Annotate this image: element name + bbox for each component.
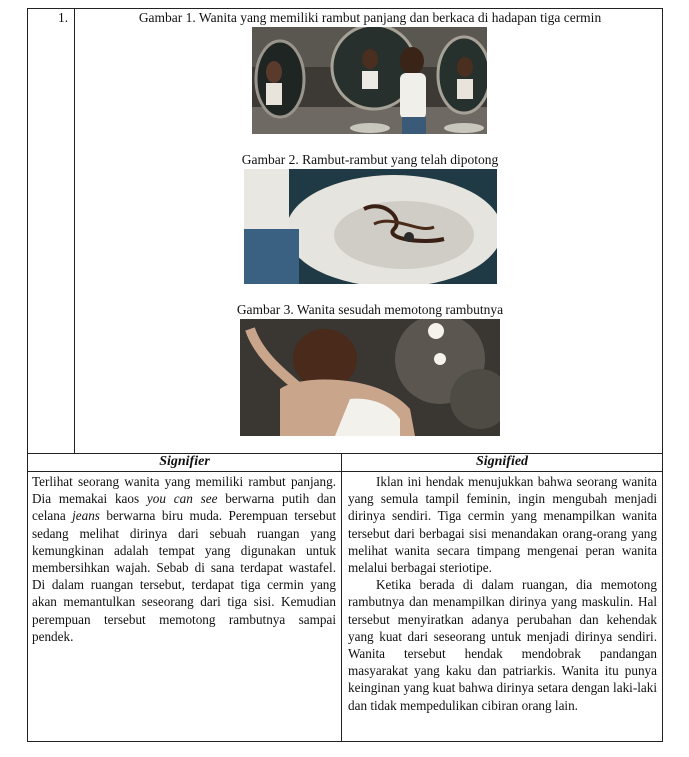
analysis-table bbox=[27, 8, 663, 742]
signifier-text bbox=[32, 473, 336, 645]
signifier-header: Signifier bbox=[159, 454, 210, 469]
signifier-text-part1: Terlihat seorang wanita yang memiliki rambut panjang. Dia memakai kaos bbox=[32, 474, 336, 507]
signified-paragraph-1: Iklan ini hendak menujukkan bahwa seorang wanita yang semula tampil feminin, ingin mengubah menjadi dirinya sendiri. Tiga cermin yang menampilkan wanita tersebut dari berbagai sisi menandakan orang-orang yang melihat wanita secara timpang mengenai peran wanita melalui berbagai steriotipe. bbox=[348, 474, 657, 576]
figure-1-image bbox=[252, 27, 487, 134]
signifier-text-part3: berwarna biru muda. Perempuan tersebut sedang melihat dirinya dari sebuah ruangan yang kemungkinan adalah tempat yang digunakan untuk membersihkan wajah. Sebab di sana terdapat wastafel. Di dalam ruangan tersebut, terdapat tiga cermin yang akan memantulkan seseorang dari tiga sisi. Kemudian perempuan tersebut memotong rambutnya sampai pendek. bbox=[32, 508, 336, 644]
figure-3-caption: Gambar 3. Wanita sesudah memotong rambutnya bbox=[236, 302, 504, 317]
signifier-text-emphasis-2: jeans bbox=[72, 508, 100, 524]
signified-paragraph-2: Ketika berada di dalam ruangan, dia memotong rambutnya dan menampilkan dirinya yang maskulin. Hal tersebut menyiratkan adanya perubahan dan kehendak yang kuat dari seseorang untuk menjadi dirinya sendiri. Wanita tersebut hendak mendobrak pandangan masyarakat yang kaku dan patriarkis. Wanita itu punya keinginan yang kuat bahwa dirinya setara dengan laki-laki dan tidak mempedulikan cibiran orang lain. bbox=[348, 577, 657, 713]
number-column-divider bbox=[74, 9, 75, 453]
signifier-text-emphasis-1: you can see bbox=[146, 491, 218, 507]
figure-3-image bbox=[240, 319, 500, 436]
column-divider bbox=[341, 453, 342, 741]
header-divider bbox=[28, 471, 662, 472]
figure-2-caption: Gambar 2. Rambut-rambut yang telah dipotong bbox=[241, 152, 499, 167]
figure-2-image bbox=[244, 169, 497, 284]
row-number: 1. bbox=[58, 10, 69, 25]
signifier-text-part2: berwarna putih dan celana bbox=[32, 491, 336, 524]
signified-header: Signified bbox=[475, 454, 529, 469]
signified-text bbox=[348, 473, 657, 714]
figure-1-caption: Gambar 1. Wanita yang memiliki rambut panjang dan berkaca di hadapan tiga cermin bbox=[138, 10, 602, 25]
